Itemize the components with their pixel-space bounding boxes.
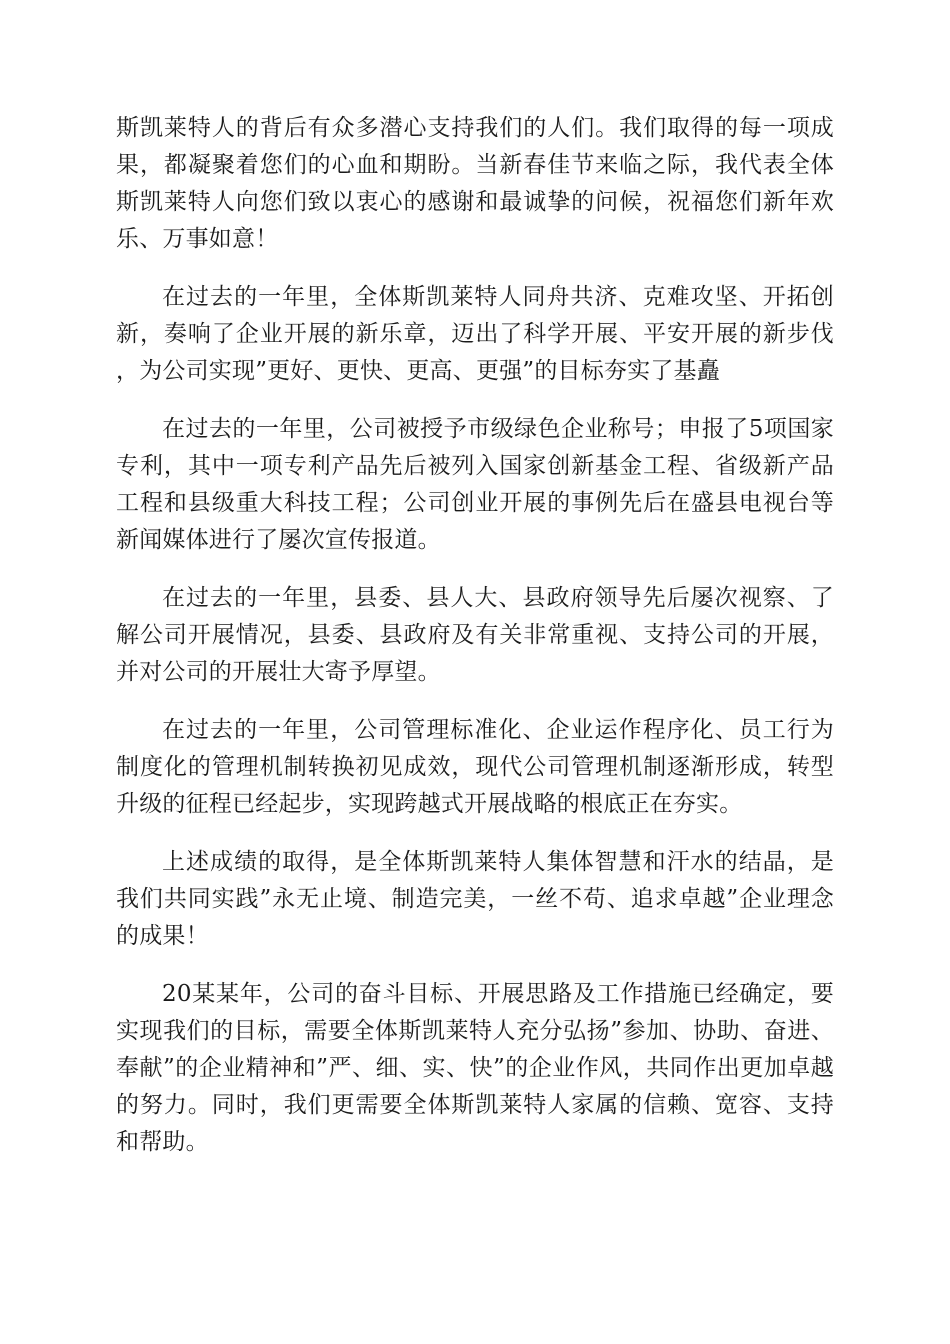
paragraph-honors-patents: 在过去的一年里，公司被授予市级绿色企业称号；申报了5项国家专利，其中一项专利产品先后被列入国家创新基金工程、省级新产品工程和县级重大科技工程；公司创业开展的事例先后在盛县电视台等新闻媒体进行了屡次宣传报道。: [116, 416, 834, 553]
paragraph-achievements-summary: 上述成绩的取得，是全体斯凯莱特人集体智慧和汗水的结晶，是我们共同实践”永无止境、制造完美，一丝不苟、追求卓越”企业理念的成果！: [116, 849, 834, 949]
paragraph-continuation: 斯凯莱特人的背后有众多潜心支持我们的人们。我们取得的每一项成果，都凝聚着您们的心血和期盼。当新春佳节来临之际，我代表全体斯凯莱特人向您们致以衷心的感谢和最诚挚的问候，祝福您们新年欢乐、万事如意！: [116, 115, 834, 252]
paragraph-past-year-overview: 在过去的一年里，全体斯凯莱特人同舟共济、克难攻坚、开拓创新，奏响了企业开展的新乐章，迈出了科学开展、平安开展的新步伐，为公司实现”更好、更快、更高、更强”的目标夯实了基矗: [116, 284, 834, 384]
paragraph-management-reform: 在过去的一年里，公司管理标准化、企业运作程序化、员工行为制度化的管理机制转换初见成效，现代公司管理机制逐渐形成，转型升级的征程已经起步，实现跨越式开展战略的根底正在夯实。: [116, 717, 834, 817]
document-body: [116, 110, 834, 1182]
paragraph-future-goals: 20某某年，公司的奋斗目标、开展思路及工作措施已经确定，要实现我们的目标，需要全体斯凯莱特人充分弘扬”参加、协助、奋进、奉献”的企业精神和”严、细、实、快”的企业作风，共同作出更加卓越的努力。同时，我们更需要全体斯凯莱特人家属的信赖、宽容、支持和帮助。: [116, 981, 834, 1155]
paragraph-government-visits: 在过去的一年里，县委、县人大、县政府领导先后屡次视察、了解公司开展情况，县委、县政府及有关非常重视、支持公司的开展，并对公司的开展壮大寄予厚望。: [116, 585, 834, 685]
